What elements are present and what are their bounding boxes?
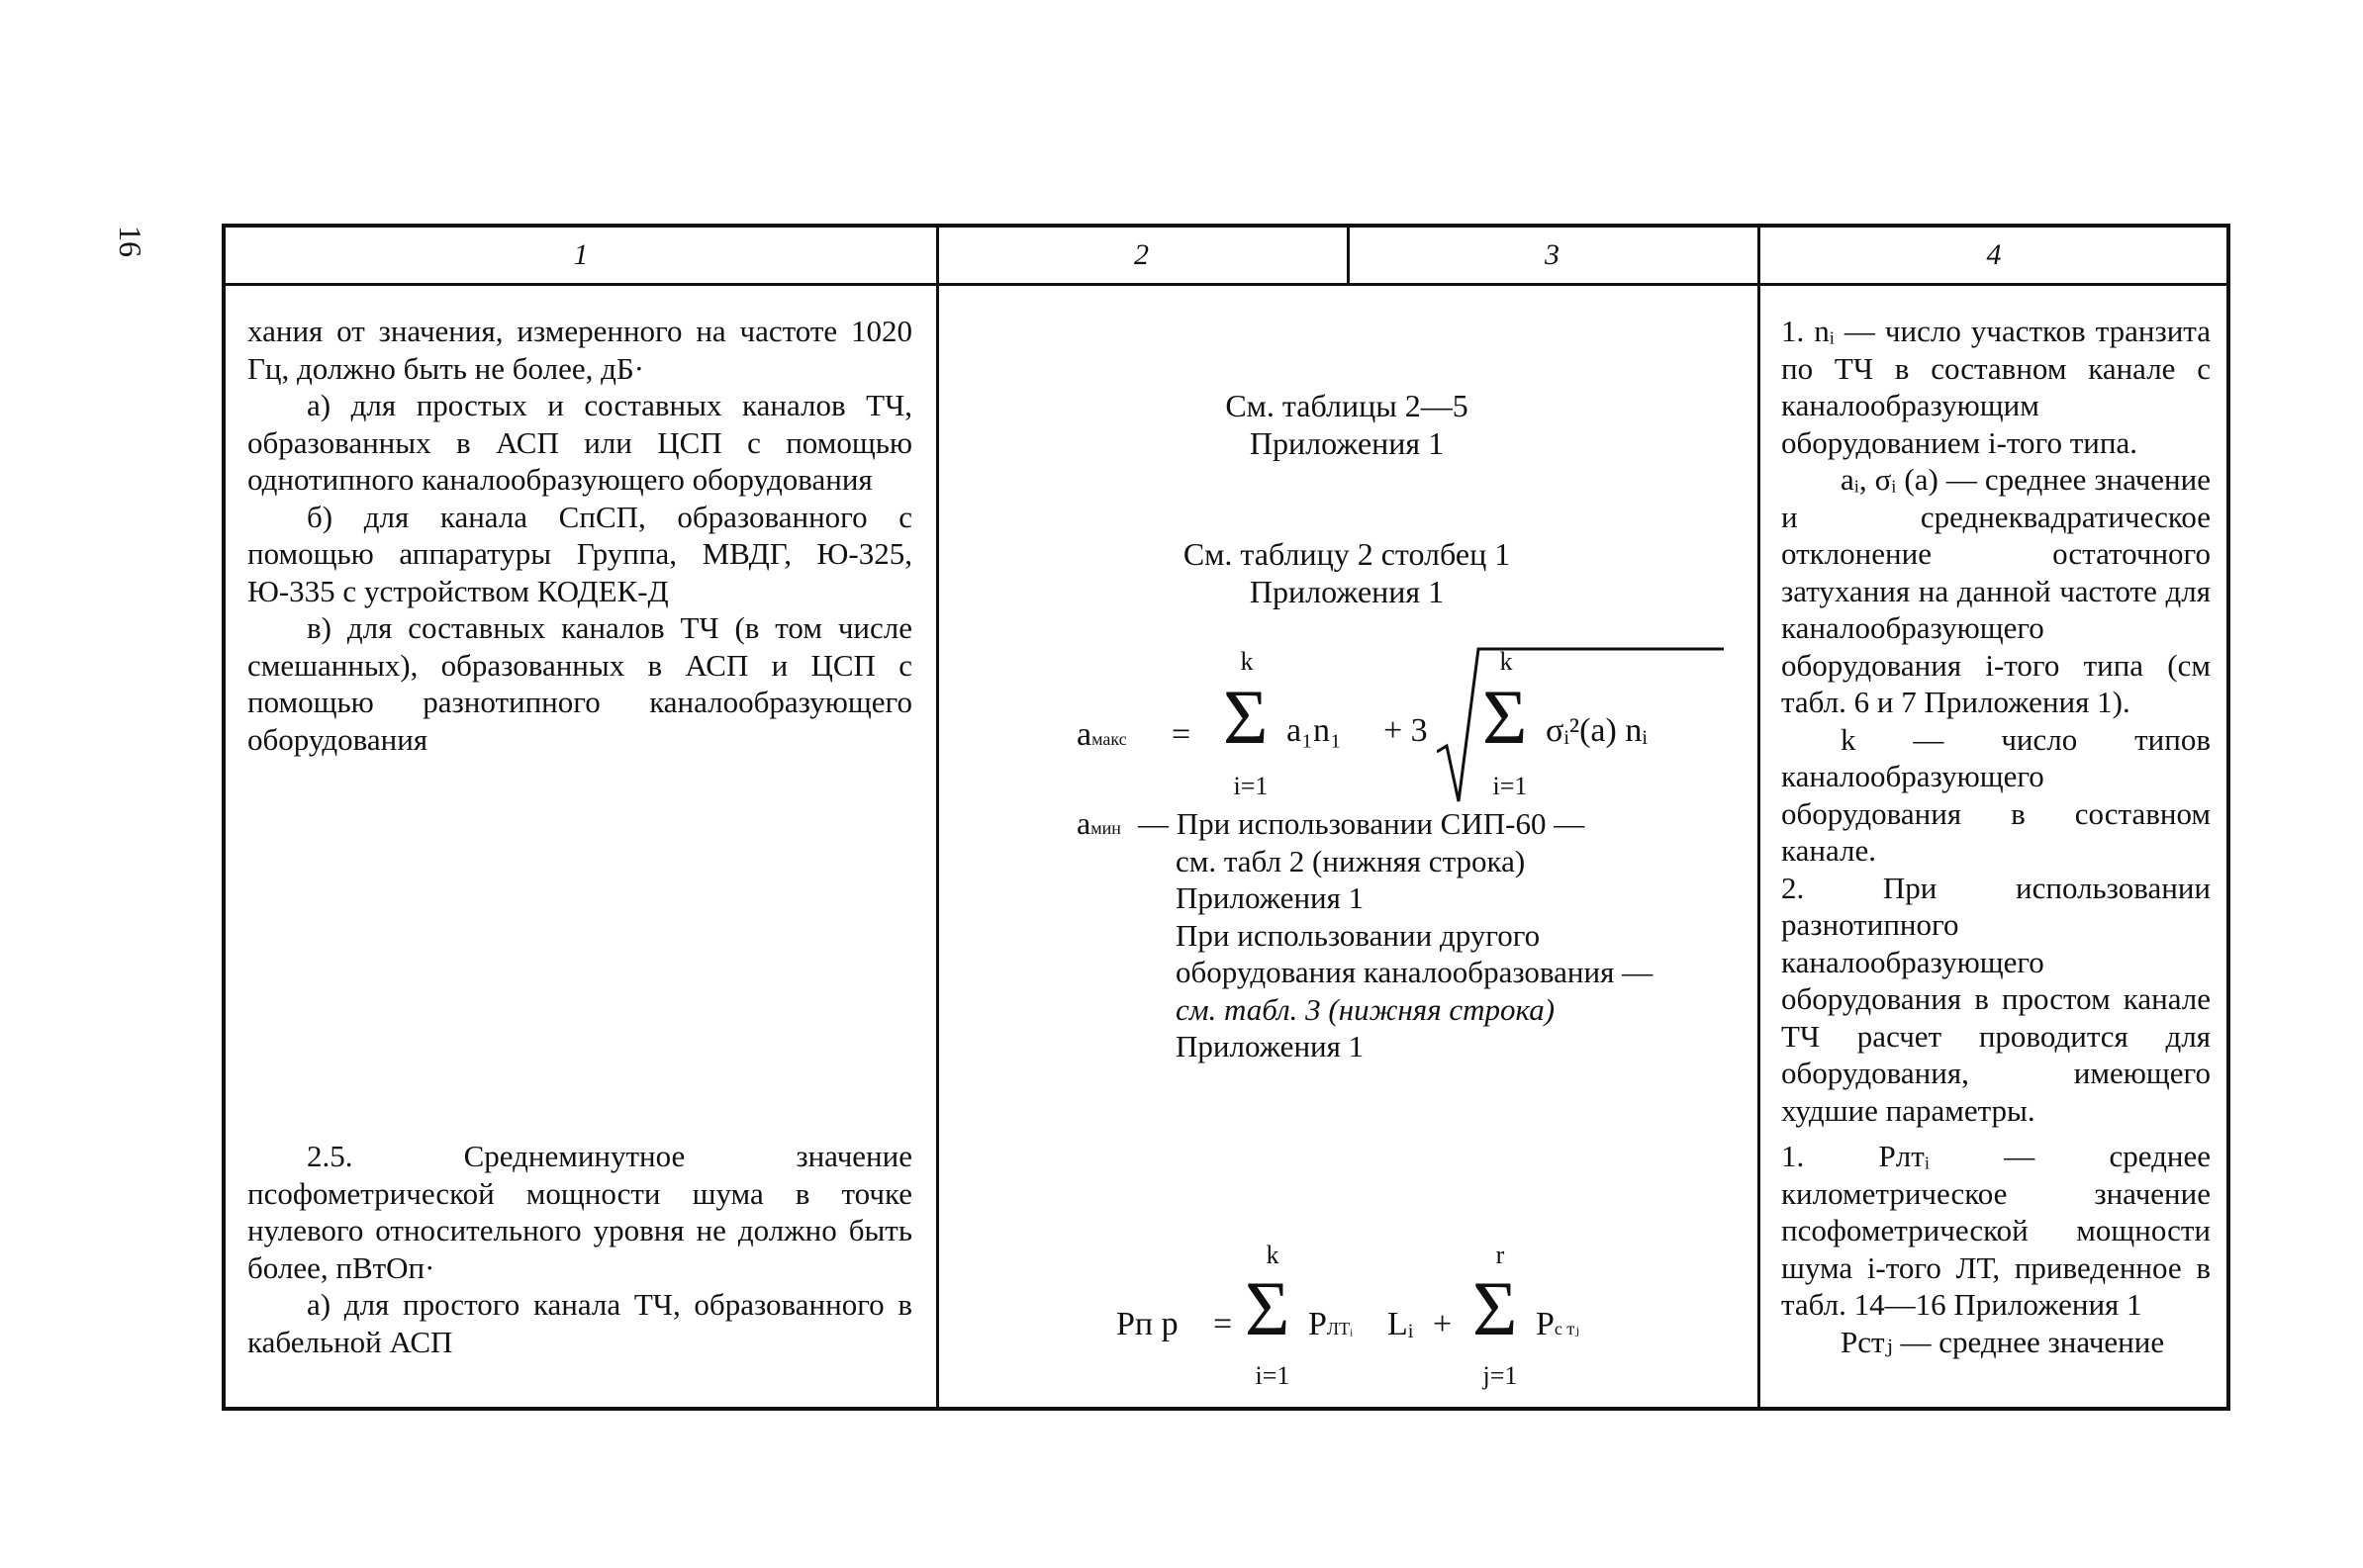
pnp-sum1-lower: i=1 — [1255, 1361, 1290, 1390]
ref1-line2: Приложения 1 — [1249, 424, 1445, 461]
col1-item-c: в) для составных каналов ТЧ (в том числе смешанных), образованных в АСП и ЦСП с помощью разнотипного каналообразующего оборудования — [247, 610, 912, 757]
pnp-equals: = — [1213, 1306, 1233, 1342]
amin-block — [1077, 805, 1749, 1082]
sum-icon: Σ — [1482, 674, 1528, 760]
formula-pnp — [1116, 1237, 1749, 1405]
col4-block2 — [1781, 1138, 2211, 1360]
ref2-line2: Приложения 1 — [1249, 573, 1445, 609]
col1-item-a: а) для простых и составных каналов ТЧ, образованных в АСП или ЦСП с помощью однотипного каналообразующего оборудования — [247, 388, 912, 497]
pnp-sum2-lower: j=1 — [1482, 1361, 1518, 1390]
header-col-3: 3 — [1545, 238, 1560, 271]
col1-para-continuation: хания от значения, измеренного на частоте 1020 Гц, должно быть не более, дБ· — [247, 314, 912, 386]
pnp-term1-L: Lᵢ — [1387, 1306, 1414, 1342]
col4-note-pst: Pстⱼ — среднее значение — [1841, 1324, 2165, 1359]
sum-icon: Σ — [1245, 1265, 1290, 1351]
pnp-plus: + — [1433, 1306, 1453, 1342]
col1-para-2-5: 2.5. Среднеминутное значение псофометрической мощности шума в точке нулевого относительного уровня не должно быть более, пВтОп· — [247, 1139, 912, 1285]
pnp-term1: PЛТᵢ — [1308, 1306, 1354, 1342]
amax-root-sum-lower: i=1 — [1492, 772, 1528, 800]
amax-sum-upper: k — [1240, 647, 1254, 676]
amax-plus3: + 3 — [1383, 712, 1428, 749]
sum-icon: Σ — [1472, 1265, 1518, 1351]
col4-note-2: 2. При использовании разнотипного каналообразующего оборудования в простом канале ТЧ расчет проводится для оборудования, имеющего худшие параметры. — [1781, 870, 2211, 1128]
col4-note-k: k — число типов каналообразующего оборудования в составном канале. — [1781, 721, 2211, 868]
pnp-lhs: Pп р — [1116, 1306, 1179, 1342]
page-number: 16 — [113, 226, 148, 257]
col1-item-a2: а) для простого канала ТЧ, образованного в кабельной АСП — [247, 1287, 912, 1359]
col4-note-1: 1. nᵢ — число участков транзита по ТЧ в составном канале с каналообразующим оборудованием i-того типа. — [1781, 314, 2211, 460]
amax-equals: = — [1172, 716, 1191, 753]
col1-block2 — [247, 1138, 912, 1360]
amax-sum-lower: i=1 — [1233, 772, 1269, 800]
header-col-4: 4 — [1986, 238, 2002, 271]
col4-block1 — [1781, 313, 2211, 1129]
col1-item-b: б) для канала СпСП, образованного с помощью аппаратуры Группа, МВДГ, Ю-325, Ю-335 с устройством КОДЕК-Д — [247, 499, 912, 608]
amin-line-1: — При использовании СИП-60 — — [1138, 806, 1585, 841]
col4-note-pnt: 1. Pлтᵢ — среднее километрическое значение псофометрической мощности шума i-того ЛТ, приведенное в табл. 14—16 Приложения 1 — [1781, 1139, 2211, 1322]
sum-icon: Σ — [1223, 674, 1269, 760]
col4-note-a-sigma: aᵢ, σᵢ (a) — среднее значение и среднеквадратическое отклонение остаточного затухания на данной частоте для каналообразующего оборудования i-того типа (см табл. 6 и 7 Приложения 1). — [1781, 462, 2211, 719]
ref1-line1: См. таблицы 2—5 — [1225, 388, 1468, 423]
amax-lhs: амакс — [1077, 716, 1127, 753]
pnp-sum2-upper: r — [1495, 1241, 1505, 1269]
amin-line-6: см. табл. 3 (нижняя строка) — [1176, 991, 1556, 1027]
amin-line-7: Приложения 1 — [1176, 1029, 1365, 1063]
amax-root-term: σᵢ²(a) nᵢ — [1546, 712, 1648, 749]
header-col-2: 2 — [1134, 238, 1149, 271]
ref-tables-2-5 — [936, 388, 1757, 462]
amax-root-sum-upper: k — [1499, 647, 1513, 676]
ref-table-2-col-1 — [936, 536, 1757, 610]
amin-line-3: Приложения 1 — [1176, 880, 1365, 915]
header-col-1: 1 — [573, 238, 589, 271]
amin-line-4: При использовании другого — [1176, 917, 1541, 953]
amin-lhs: амин — [1077, 805, 1121, 841]
pnp-sum1-upper: k — [1266, 1241, 1279, 1269]
ref2-line1: См. таблицу 2 столбец 1 — [1182, 536, 1511, 572]
table-frame — [222, 224, 2230, 1411]
amax-term1: a₁n₁ — [1286, 712, 1342, 749]
col1-block1 — [247, 313, 912, 758]
header-divider — [226, 283, 2226, 286]
formula-amax — [1077, 643, 1749, 821]
amin-line-5: оборудования каналообразования — — [1176, 955, 1654, 989]
column-divider-3 — [1757, 228, 1760, 1407]
amin-line-2: см. табл 2 (нижняя строка) — [1176, 843, 1526, 878]
pnp-term2: Pс тⱼ — [1536, 1306, 1580, 1342]
amin-text — [1138, 805, 1751, 1065]
